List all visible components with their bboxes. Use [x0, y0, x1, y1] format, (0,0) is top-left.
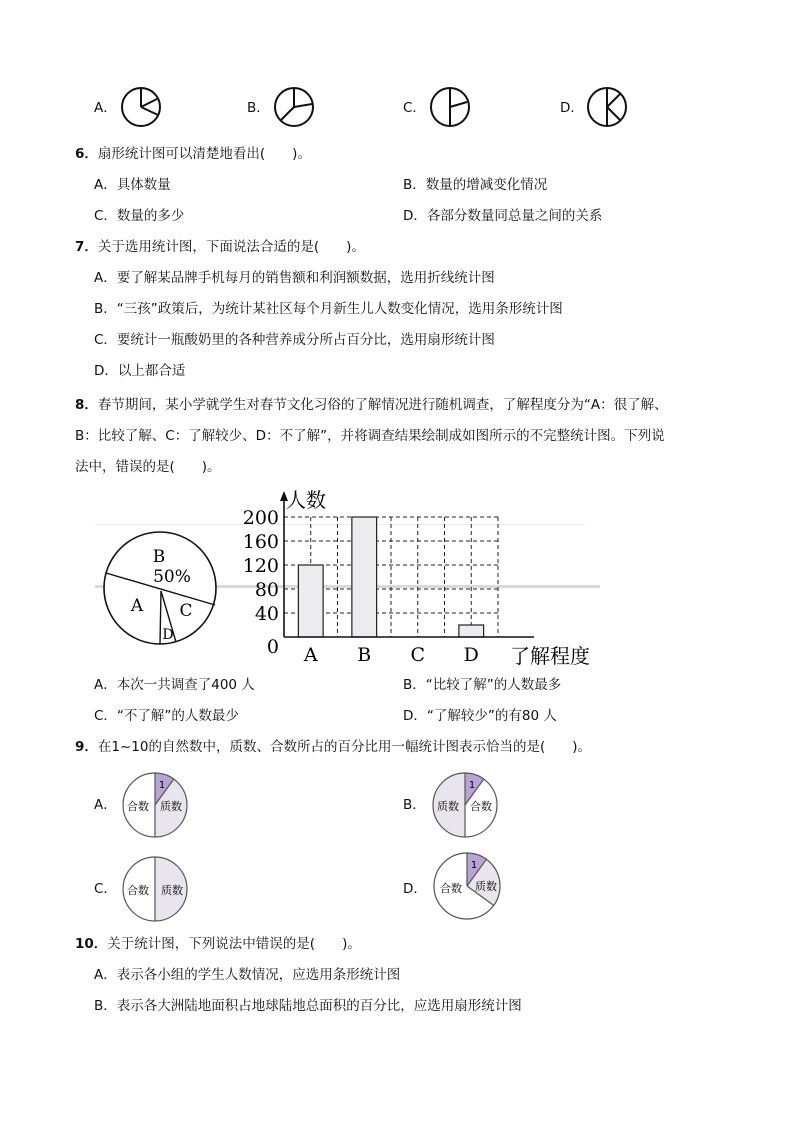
- q8-pie-label-a: A: [130, 596, 144, 616]
- q5-option-a-pie: [119, 85, 163, 129]
- q9-option-d-label: D．: [403, 881, 427, 897]
- q9-option-a-pie: [120, 770, 190, 840]
- q9-option-b-label: B．: [403, 797, 426, 813]
- q10-option-a: A．表示各小组的学生人数情况，应选用条形统计图: [94, 967, 401, 983]
- q9b-one: 1: [468, 780, 476, 791]
- q5-option-d-label: D．: [560, 100, 584, 116]
- q9d-one: 1: [470, 860, 478, 871]
- q9-option-d-pie: [430, 850, 504, 922]
- q8-pie-label-d: D: [162, 627, 174, 643]
- q8-option-c: C．“不了解”的人数最少: [94, 708, 239, 724]
- q5-option-d-pie: [585, 85, 629, 129]
- q8-option-d: D．“了解较少”的有80 人: [403, 708, 557, 724]
- q6-stem: [75, 145, 311, 163]
- q10-stem: [75, 935, 361, 953]
- q8-option-b: B．“比较了解”的人数最多: [403, 677, 562, 693]
- q6-option-b: B．数量的增减变化情况: [403, 177, 548, 193]
- y-tick-80: 80: [254, 579, 279, 601]
- q5-option-c-label: C．: [403, 100, 426, 116]
- q8-pie-divider-ad: [160, 591, 161, 644]
- q7-stem-text: 关于选用统计图，下面说法合适的是( )。: [97, 239, 365, 255]
- y-tick-40: 40: [254, 603, 279, 625]
- bar-b: [352, 517, 377, 637]
- bar-d: [459, 625, 484, 637]
- q8-pie-label-b-pct: 50%: [153, 567, 191, 587]
- q8-stem-text-1: 春节期间，某小学就学生对春节文化习俗的了解情况进行随机调查，了解程度分为“A：很了解、: [97, 397, 668, 413]
- q10-number: 10．: [75, 936, 108, 952]
- q9d-left: 合数: [440, 882, 462, 895]
- y-tick-0: 0: [266, 636, 279, 658]
- q7-option-b: B．“三孩”政策后，为统计某社区每个月新生儿人数变化情况，选用条形统计图: [94, 301, 563, 317]
- q9-stem-text: 在1~10的自然数中，质数、合数所占的百分比用一幅统计图表示恰当的是( )。: [97, 739, 592, 755]
- q9-number: 9．: [75, 739, 98, 755]
- q9-option-a-label: A．: [94, 797, 117, 813]
- q5-option-c-pie: [428, 85, 472, 129]
- q6-option-d: D．各部分数量同总量之间的关系: [403, 208, 603, 224]
- y-tick-200: 200: [242, 507, 279, 529]
- q8-pie-label-b: B: [152, 547, 166, 567]
- q8-option-a: A．本次一共调查了400 人: [94, 677, 255, 693]
- q9b-left: 质数: [437, 800, 459, 813]
- q8-stem-line-1: [75, 396, 668, 414]
- q8-bar-ylabel: 人数: [286, 488, 326, 512]
- q10-option-b: B．表示各大洲陆地面积占地球陆地总面积的百分比，应选用扇形统计图: [94, 998, 522, 1014]
- q8-bar-xlabel: 了解程度: [510, 644, 590, 668]
- x-tick-b: B: [357, 644, 372, 666]
- q8-bar-chart: [236, 485, 606, 670]
- q6-stem-text: 扇形统计图可以清楚地看出( )。: [97, 146, 311, 162]
- q10-stem-text: 关于统计图，下列说法中错误的是( )。: [107, 936, 361, 952]
- bar-a: [298, 565, 323, 637]
- y-tick-160: 160: [242, 531, 279, 553]
- q9b-right: 合数: [470, 800, 492, 813]
- q7-number: 7．: [75, 239, 98, 255]
- q9a-left: 合数: [127, 800, 149, 813]
- q7-option-c: C．要统计一瓶酸奶里的各种营养成分所占百分比，选用扇形统计图: [94, 332, 495, 348]
- q9a-right: 质数: [160, 800, 182, 813]
- q5-option-b-label: B．: [247, 100, 270, 116]
- q7-stem: [75, 238, 365, 256]
- q8-stem-line-2: B：比较了解、C：了解较少、D：不了解”，并将调查结果绘制成如图所示的不完整统计图。下列说: [75, 428, 665, 444]
- q6-option-a: A．具体数量: [94, 177, 171, 193]
- x-tick-c: C: [410, 644, 426, 666]
- q9c-left: 合数: [127, 884, 149, 897]
- q6-number: 6．: [75, 146, 98, 162]
- q8-pie-chart: [100, 530, 222, 646]
- q8-pie-label-c: C: [179, 601, 193, 621]
- q8-stem-line-3: 法中，错误的是( )。: [75, 459, 221, 475]
- q5-option-a-label: A．: [94, 100, 117, 116]
- y-tick-120: 120: [242, 555, 279, 577]
- q9-option-b-pie: [430, 770, 500, 840]
- q9a-one: 1: [158, 780, 166, 791]
- q9-option-c-pie: [120, 854, 190, 924]
- q9c-right: 质数: [161, 884, 183, 897]
- q9-option-c-label: C．: [94, 881, 117, 897]
- q7-option-a: A．要了解某品牌手机每月的销售额和利润额数据，选用折线统计图: [94, 270, 495, 286]
- q5-option-b-pie: [272, 85, 316, 129]
- q9-stem: [75, 738, 591, 756]
- q7-option-d: D．以上都合适: [94, 363, 186, 379]
- q6-option-c: C．数量的多少: [94, 208, 185, 224]
- q8-number: 8．: [75, 397, 98, 413]
- x-tick-a: A: [303, 644, 318, 666]
- x-tick-d: D: [463, 644, 479, 666]
- q9d-right: 质数: [475, 880, 497, 893]
